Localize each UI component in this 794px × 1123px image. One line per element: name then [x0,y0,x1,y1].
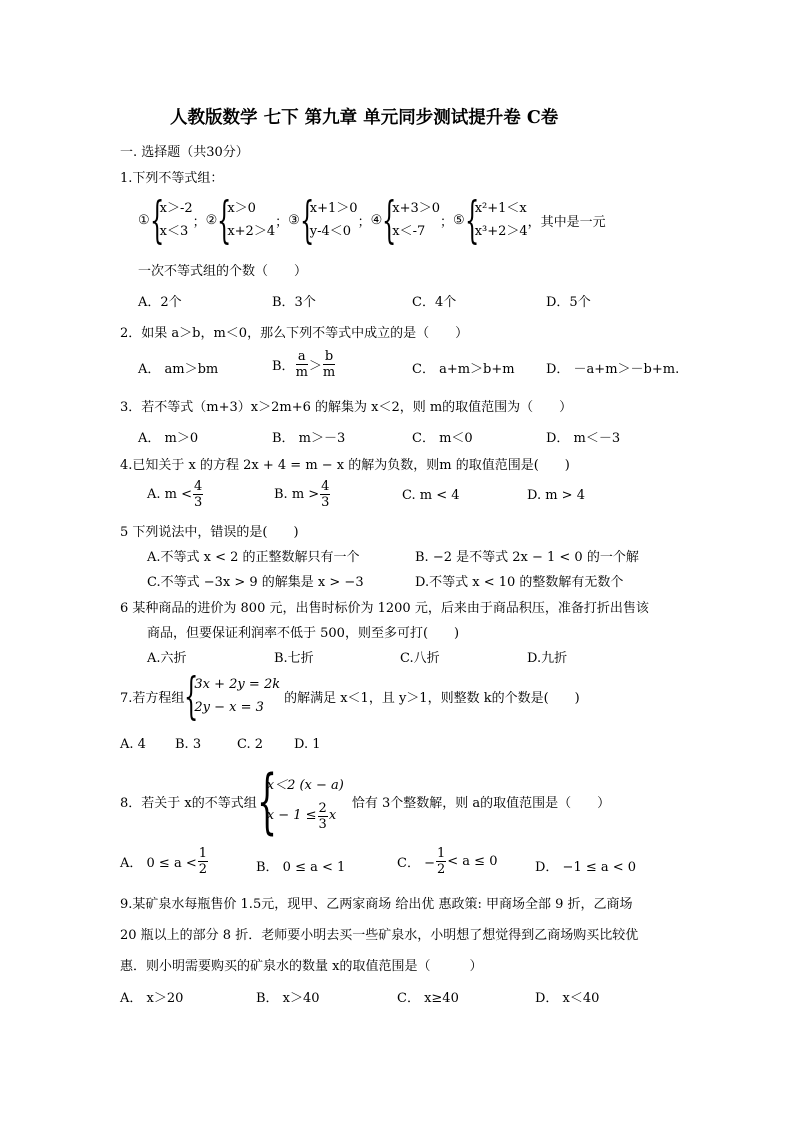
q7-option-d: D. 1 [294,737,321,752]
system: x＜2 (x − a) x − 1 ≤ $\frac{2}{3}$ x [266,777,344,832]
q5-option-b: B. −2 是不等式 2x − 1 < 0 的一个解 [415,550,639,565]
q1-item-label: ⑤ [453,212,465,228]
q9-option-c: C． x≥40 [397,991,459,1006]
q7-stem: 7.若方程组 { 3x + 2y = 2k 2y − x = 3 的解满足 x＜1，且 y＞1，则整数 k的个数是( ) [120,667,580,725]
q5-stem: 5 下列说法中，错误的是( ) [120,525,299,540]
q1-item-label: ① [138,212,150,228]
q5-option-c: C.不等式 −3x > 9 的解集是 x > −3 [147,575,364,590]
q5-option-a: A.不等式 x < 2 的正整数解只有一个 [147,550,360,565]
q2-stem: 2．如果 a＞b，m＜0，那么下列不等式中成立的是（ ） [120,326,469,341]
system: x+1＞0 y-4＜0 [309,201,358,239]
q1-item-label: ④ [370,212,383,228]
q6-option-a: A.六折 [147,651,187,666]
q6-option-d: D.九折 [527,651,568,666]
q3-stem: 3．若不等式（m+3）x＞2m+6 的解集为 x＜2，则 m的取值范围为（ ） [120,400,573,415]
q9-line3: 惠．则小明需要购买的矿泉水的数量 x的取值范围是（ ） [120,959,483,974]
q3-option-d: D． m＜－3 [546,431,621,446]
q1-item-label: ③ [288,212,300,228]
q9-line2: 20 瓶以上的部分 8 折．老师要小明去买一些矿泉水，小明想了想觉得到乙商场购买比较优 [120,928,639,943]
system: x+3＞0 x＜-7 [392,201,441,239]
system: 3x + 2y = 2k 2y − x = 3 [194,677,281,715]
q8-option-d: D． −1 ≤ a < 0 [535,860,637,875]
page-title: 人教版数学 七下 第九章 单元同步测试提升卷 C卷 [170,108,559,128]
q9-option-b: B． x＞40 [256,991,320,1006]
q1-item-label: ② [205,212,218,228]
q8-stem: 8．若关于 x的不等式组 { x＜2 (x − a) x − 1 ≤ $\frac{2}{3}$ x 恰有 3个整数解，则 a的取值范围是（ ） [120,760,611,842]
q4-stem: 4.已知关于 x 的方程 2x + 4 = m − x 的解为负数，则m 的取值范围是( ) [120,458,570,473]
q1-systems: ① { x＞-2 x＜3 ； ② { x＞0 x+2＞4 ； ③ { x+1＞0 y-4＜0 ； ④ { x+3＞0 x＜-7 ； ⑤ { x²+1＜x x³+2＞4 ，其中是一元 [138,191,606,249]
q1-option-c: C．4个 [412,295,457,310]
q1-option-a: A．2个 [138,295,182,310]
q7-option-a: A. 4 [120,737,146,752]
q6-line2: 商品，但要保证利润率不低于 500，则至多可打( ) [147,626,460,641]
q9-option-d: D． x＜40 [535,991,600,1006]
system: x²+1＜x x³+2＞4 [474,201,528,239]
q8-option-b: B． 0 ≤ a < 1 [256,860,346,875]
q4-option-b: B. m > $\frac{4}{3}$ [274,479,330,510]
q1-continuation: 一次不等式组的个数（ ） [138,264,308,279]
q2-option-b: B． $\frac{a}{m}$ ＞ $\frac{b}{m}$ [272,349,336,380]
q6-option-b: B.七折 [274,651,314,666]
q8-option-c: C． − $\frac{1}{2}$ < a ≤ 0 [397,846,498,877]
system: x＞0 x+2＞4 [227,201,276,239]
q4-option-c: C. m < 4 [402,488,460,503]
q7-option-b: B. 3 [175,737,202,752]
q1-tail: ，其中是一元 [527,214,606,230]
q6-line1: 6 某种商品的进价为 800 元，出售时标价为 1200 元，后来由于商品积压，准备打折出售该 [120,601,649,616]
q4-option-d: D. m > 4 [527,488,585,503]
q3-option-a: A． m＞0 [138,431,199,446]
section-heading: 一. 选择题（共30分） [120,145,249,160]
q1-stem: 1.下列不等式组： [120,171,224,186]
q9-line1: 9.某矿泉水每瓶售价 1.5元，现甲、乙两家商场 给出优 惠政策: 甲商场全部 9 折，乙商场 [120,897,633,912]
q3-option-c: C． m＜0 [412,431,473,446]
q9-option-a: A． x＞20 [120,991,184,1006]
q4-option-a: A. m < $\frac{4}{3}$ [147,479,203,510]
q2-option-d: D． －a+m＞－b+m. [546,362,680,377]
q6-option-c: C.八折 [400,651,440,666]
system: x＞-2 x＜3 [159,201,193,239]
q2-option-a: A． am＞bm [138,362,219,377]
q1-option-b: B．3个 [272,295,316,310]
q8-option-a: A． 0 ≤ a < $\frac{1}{2}$ [120,846,208,877]
q5-option-d: D.不等式 x < 10 的整数解有无数个 [415,575,624,590]
q7-option-c: C. 2 [237,737,264,752]
q2-option-c: C． a+m＞b+m [412,362,515,377]
q3-option-b: B． m＞－3 [272,431,346,446]
q1-option-d: D．5个 [546,295,591,310]
